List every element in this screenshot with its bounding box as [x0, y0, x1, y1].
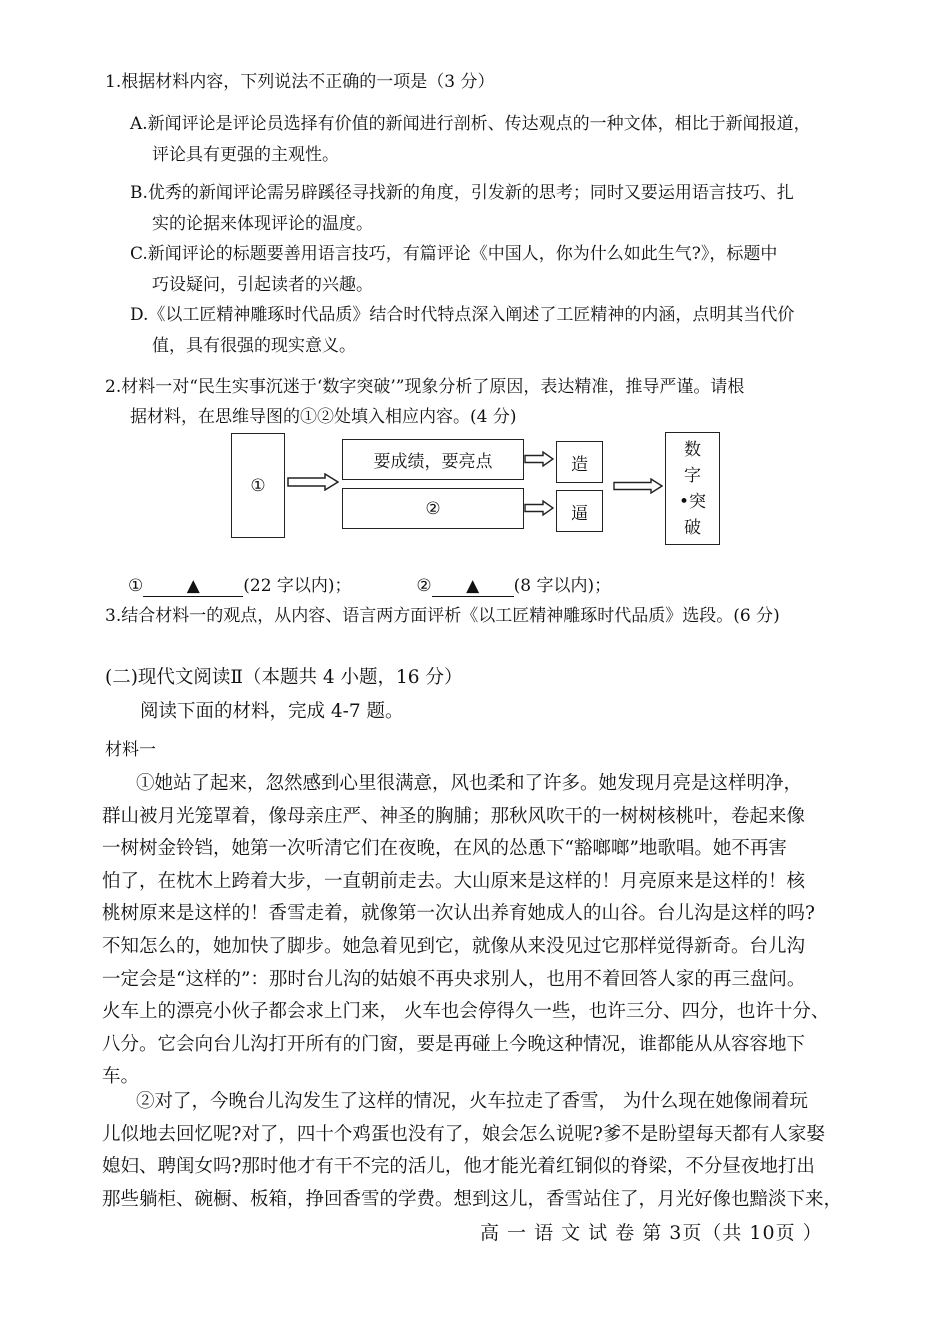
passage-line: 群山被月光笼罩着，像母亲庄严、神圣的胸脯；那秋风吹干的一树树核桃叶，卷起来像: [102, 805, 806, 827]
mind-map-box-small-bottom: [556, 490, 603, 532]
mind-map-box-small-top: [556, 441, 603, 483]
passage-line: 媳妇、聘闺女吗?那时他才有干不完的活儿，他才能光着红铜似的脊梁，不分昼夜地打出: [102, 1156, 815, 1178]
mind-map-box-bottom: [342, 488, 524, 529]
passage-line: 车。: [102, 1066, 140, 1088]
blank-1-hint: (22 字以内)；: [243, 576, 352, 596]
q1-option-c-line1: C.新闻评论的标题要善用语言技巧，有篇评论《中国人，你为什么如此生气?》，标题中: [130, 244, 778, 264]
passage-line: 桃树原来是这样的！香雪走着，就像第一次认出养育她成人的山谷。台儿沟是这样的吗?: [102, 903, 815, 925]
mind-map-box-small-bottom-label: 逼: [571, 503, 588, 524]
q1-option-a-line2: 评论具有更强的主观性。: [152, 145, 339, 165]
passage-line: 一树树金铃铛，她第一次听清它们在夜晚，在风的怂恿下“豁啷啷”地歌唱。她不再害: [102, 838, 787, 860]
material-label: 材料一: [105, 740, 156, 760]
q1-stem: 1.根据材料内容，下列说法不正确的一项是（3 分）: [105, 72, 495, 92]
mind-map-result-char: 字: [684, 465, 701, 486]
q2-answer-blanks: [128, 574, 611, 598]
passage-line: 不知怎么的，她加快了脚步。她急着见到它，就像从来没见过它那样觉得新奇。台儿沟: [102, 935, 806, 957]
blank-2-hint: (8 字以内)；: [513, 576, 612, 596]
arrow-icon: [287, 473, 339, 491]
q2-stem-line1: 2.材料一对“民生实事沉迷于‘数字突破’”现象分析了原因，表达精准，推导严谨。请根: [105, 377, 745, 397]
q2-stem-line2: 据材料，在思维导图的①②处填入相应内容。(4 分): [130, 407, 517, 427]
mind-map-result-char: 破: [684, 517, 701, 538]
q1-option-c-line2: 巧设疑问，引起读者的兴趣。: [152, 275, 373, 295]
q1-option-a-line1: A.新闻评论是评论员选择有价值的新闻进行剖析、传达观点的一种文体，相比于新闻报道，: [130, 114, 811, 134]
mind-map-box-top-label: 要成绩，要亮点: [373, 452, 493, 472]
q1-option-d-line2: 值，具有很强的现实意义。: [152, 336, 356, 356]
page-footer: 高 一 语 文 试 卷 第 3页（共 10页 ）: [480, 1222, 823, 1244]
mind-map-result-char: •突: [678, 491, 707, 512]
mind-map-box-small-top-label: 造: [571, 454, 588, 475]
passage-paragraph-1: [102, 768, 852, 1094]
q1-option-b-line1: B.优秀的新闻评论需另辟蹊径寻找新的角度，引发新的思考；同时又要运用语言技巧、扎: [130, 183, 794, 203]
passage-line: ①她站了起来，忽然感到心里很满意，风也柔和了许多。她发现月亮是这样明净，: [136, 773, 803, 794]
passage-paragraph-2: [102, 1086, 852, 1216]
passage-line: 怕了，在枕木上跨着大步，一直朝前走去。大山原来是这样的！月亮原来是这样的！核: [102, 870, 806, 892]
blank-1-marker: ▲: [186, 576, 200, 596]
mind-map-box-top: [342, 439, 524, 480]
blank-1-field[interactable]: [143, 576, 243, 597]
mind-map-box-1: [231, 433, 285, 538]
mind-map-box-1-label: ①: [250, 475, 266, 496]
passage-line: 那些躺柜、碗橱、板箱，挣回香雪的学费。想到这儿，香雪站住了，月光好像也黯淡下来，: [102, 1188, 843, 1210]
mind-map-box-result: [665, 432, 720, 545]
blank-2-field[interactable]: [432, 576, 514, 597]
q1-option-b-line2: 实的论据来体现评论的温度。: [152, 214, 373, 234]
passage-line: 八分。它会向台儿沟打开所有的门窗，要是再碰上今晚这种情况，谁都能从从容容地下: [102, 1033, 806, 1055]
section-instruction: 阅读下面的材料，完成 4-7 题。: [140, 701, 404, 722]
q1-option-d-line1: D.《以工匠精神雕琢时代品质》结合时代特点深入阐述了工匠精神的内涵，点明其当代价: [130, 305, 795, 325]
passage-line: 火车上的漂亮小伙子都会求上门来， 火车也会停得久一些，也许三分、四分，也许十分、: [102, 1001, 830, 1023]
blank-1-number: ①: [128, 576, 144, 596]
arrow-icon: [524, 500, 554, 516]
q3-stem: 3.结合材料一的观点，从内容、语言两方面评析《以工匠精神雕琢时代品质》选段。(6 分): [105, 606, 780, 626]
blank-2-number: ②: [416, 576, 432, 596]
arrow-icon: [524, 451, 554, 467]
passage-line: ②对了，今晚台儿沟发生了这样的情况，火车拉走了香雪， 为什么现在她像闹着玩: [136, 1091, 808, 1112]
passage-line: 一定会是“这样的”：那时台儿沟的姑娘不再央求别人，也用不着回答人家的再三盘问。: [102, 968, 806, 990]
mind-map-result-char: 数: [684, 439, 701, 460]
passage-line: 儿似地去回忆呢?对了，四十个鸡蛋也没有了，娘会怎么说呢?爹不是盼望每天都有人家娶: [102, 1123, 825, 1145]
blank-2-marker: ▲: [466, 576, 480, 596]
mind-map-box-bottom-label: ②: [425, 498, 441, 519]
section-title: (二)现代文阅读Ⅱ（本题共 4 小题，16 分）: [105, 667, 463, 688]
arrow-icon: [613, 478, 663, 494]
